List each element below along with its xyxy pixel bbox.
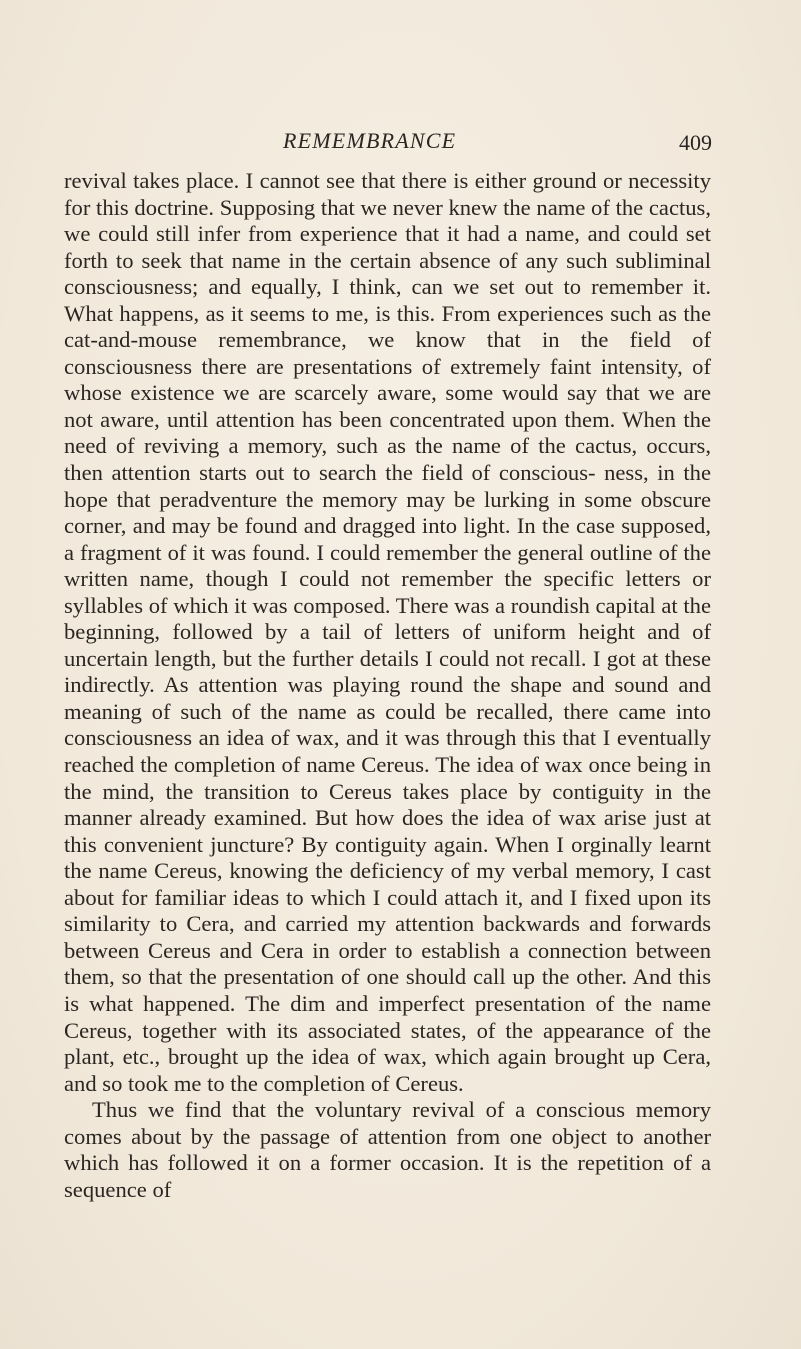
body-text <box>64 168 711 1203</box>
page-number: 409 <box>679 130 712 155</box>
running-head <box>0 128 801 158</box>
paragraph-2: Thus we find that the voluntary revival of a conscious memory comes about by the passage of attention from one object to another which has followed it on a former occasion. It is the repetition of a sequence of <box>64 1097 711 1202</box>
paragraph-1: revival takes place. I cannot see that there is either ground or necessity for this doctrine. Supposing that we never knew the name of the cactus, we could still infer from experience that it had a name, and could set forth to seek that name in the certain absence of any such subliminal consciousness; and equally, I think, can we set out to remember it. What happens, as it seems to me, is this. From experiences such as the cat-and-mouse remembrance, we know that in the field of consciousness there are presentations of extremely faint intensity, of whose existence we are scarcely aware, some would say that we are not aware, until attention has been concentrated upon them. When the need of reviving a memory, such as the name of the cactus, occurs, then attention starts out to search the field of conscious- ness, in the hope that peradventure the memory may be lurking in some obscure corner, and may be found and dragged into light. In the case supposed, a fragment of it was found. I could remember the general outline of the written name, though I could not remember the specific letters or syllables of which it was composed. There was a roundish capital at the beginning, followed by a tail of letters of uniform height and of uncertain length, but the further details I could not recall. I got at these indirectly. As attention was playing round the shape and sound and meaning of such of the name as could be recalled, there came into consciousness an idea of wax, and it was through this that I eventually reached the completion of name Cereus. The idea of wax once being in the mind, the transition to Cereus takes place by contiguity in the manner already examined. But how does the idea of wax arise just at this convenient juncture? By contiguity again. When I orginally learnt the name Cereus, knowing the deficiency of my verbal memory, I cast about for familiar ideas to which I could attach it, and I fixed upon its similarity to Cera, and carried my attention backwards and forwards between Cereus and Cera in order to establish a connection between them, so that the presentation of one should call up the other. And this is what happened. The dim and imperfect presentation of the name Cereus, together with its associated states, of the appearance of the plant, etc., brought up the idea of wax, which again brought up Cera, and so took me to the completion of Cereus. <box>64 168 711 1096</box>
running-title: REMEMBRANCE <box>283 128 457 153</box>
